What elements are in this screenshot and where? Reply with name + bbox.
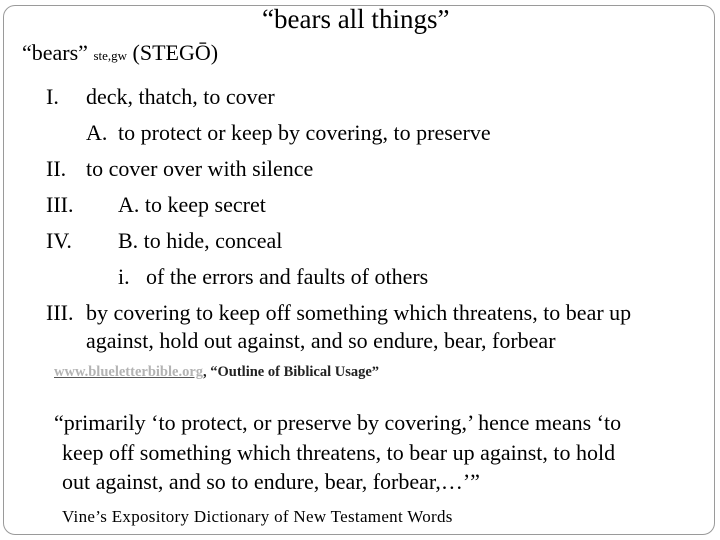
citation: Vine’s Expository Dictionary of New Testament Words [62,507,453,526]
source-line [54,364,379,381]
outline-text: to protect or keep by covering, to preserve [118,120,491,145]
outline-marker: III. [46,300,74,325]
outline-marker: i. [118,264,130,289]
quote-line: keep off something which threatens, to bear up against, to hold [62,440,616,465]
outline-text: against, hold out against, and so endure, bear, forbear [86,328,556,353]
outline-text: by covering to keep off something which threatens, to bear up [86,300,632,325]
source-title: , “Outline of Biblical Usage” [203,364,380,380]
quote-line: “primarily ‘to protect, or preserve by covering,’ hence means ‘to [54,410,622,435]
outline-text: B. to hide, conceal [118,228,283,253]
outline-marker: A. [86,120,108,145]
slide-title: “bears all things” [262,4,450,34]
quote-line: out against, and so to endure, bear, forbear,…’” [62,469,480,494]
outline-marker: II. [46,156,67,181]
outline-text: A. to keep secret [118,192,266,217]
outline-text: deck, thatch, to cover [86,84,275,109]
outline-marker: IV. [46,228,72,253]
outline-text: of the errors and faults of others [146,264,429,289]
source-link[interactable]: www.blueletterbible.org [54,364,204,380]
word-transliteration: (STEGŌ) [132,40,219,65]
word-term: “bears” [22,40,88,65]
word-heading [22,40,218,66]
outline-text: to cover over with silence [86,156,314,181]
outline-marker: III. [46,192,74,217]
word-codes: ste,gw [93,48,128,63]
outline-marker: I. [46,84,59,109]
